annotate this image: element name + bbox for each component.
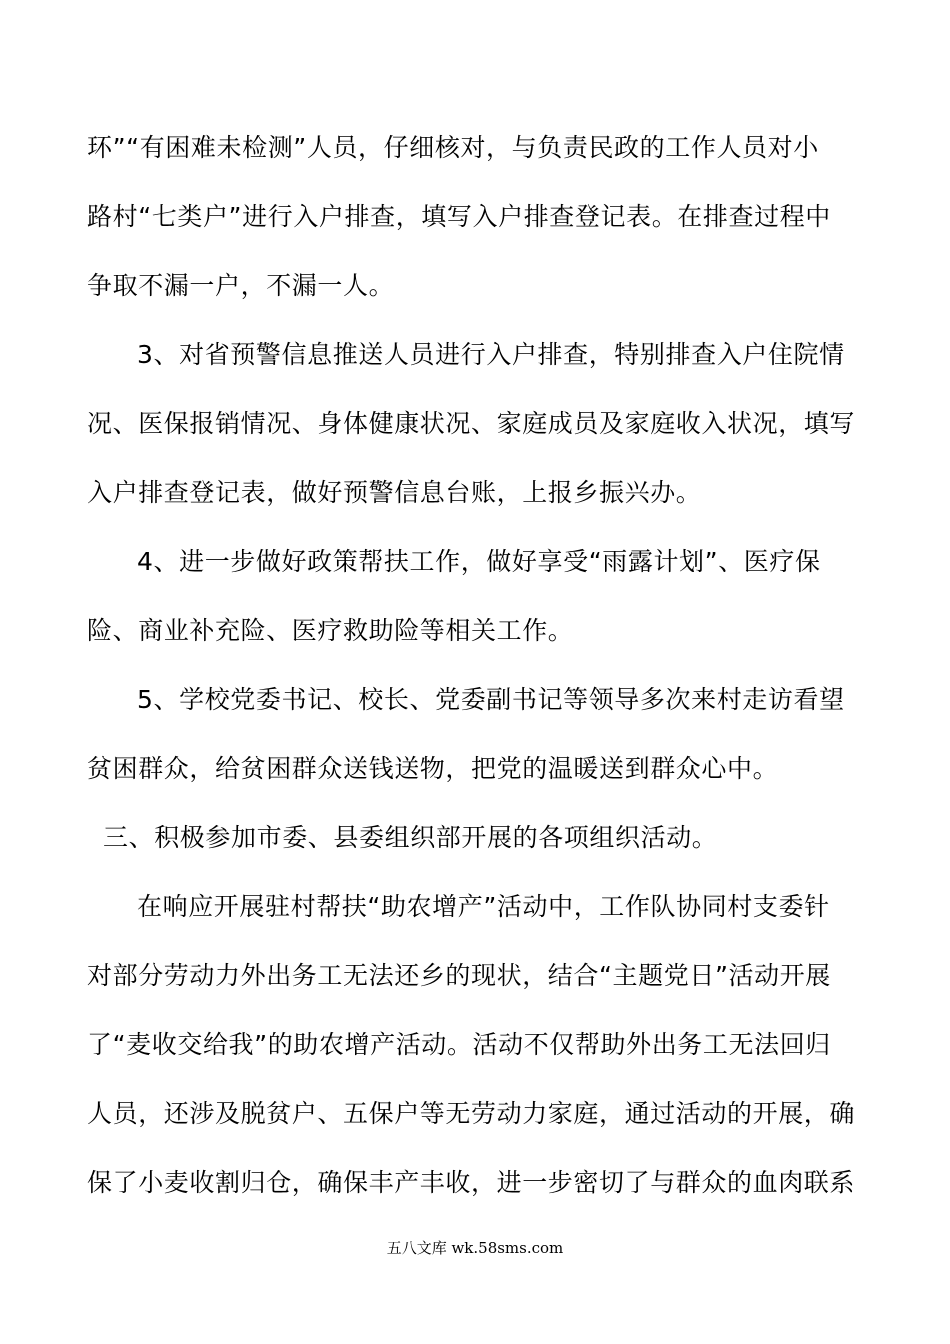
text-line: 保了小麦收割归仓，确保丰产丰收，进一步密切了与群众的血肉联系 [87,1168,856,1197]
text-line: 险、商业补充险、医疗救助险等相关工作。 [87,616,574,645]
text-line: 环”“有困难未检测”人员，仔细核对，与负责民政的工作人员对小 [87,133,819,162]
text-line: 争取不漏一户，不漏一人。 [87,271,395,300]
page-footer: 五八文库 wk.58sms.com [386,1239,564,1257]
paragraph-start-line: 在响应开展驻村帮扶“助农增产”活动中，工作队协同村支委针 [137,892,830,921]
text-line: 贫困群众，给贫困群众送钱送物，把党的温暖送到群众心中。 [87,754,779,783]
text-line: 路村“七类户”进行入户排查，填写入户排查登记表。在排查过程中 [87,202,831,231]
paragraph-start-line: 5、学校党委书记、校长、党委副书记等领导多次来村走访看望 [137,685,845,714]
section-heading: 三、积极参加市委、县委组织部开展的各项组织活动。 [103,823,718,852]
text-line: 人员，还涉及脱贫户、五保户等无劳动力家庭，通过活动的开展，确 [87,1099,856,1128]
paragraph-start-line: 3、对省预警信息推送人员进行入户排查，特别排查入户住院情 [137,340,845,369]
paragraph-start-line: 4、进一步做好政策帮扶工作，做好享受“雨露计划”、医疗保 [137,547,821,576]
text-line: 了“麦收交给我”的助农增产活动。活动不仅帮助外出务工无法回归 [87,1030,831,1059]
text-line: 况、医保报销情况、身体健康状况、家庭成员及家庭收入状况，填写 [87,409,856,438]
text-line: 对部分劳动力外出务工无法还乡的现状，结合“主题党日”活动开展 [87,961,831,990]
text-line: 入户排查登记表，做好预警信息台账，上报乡振兴办。 [87,478,702,507]
